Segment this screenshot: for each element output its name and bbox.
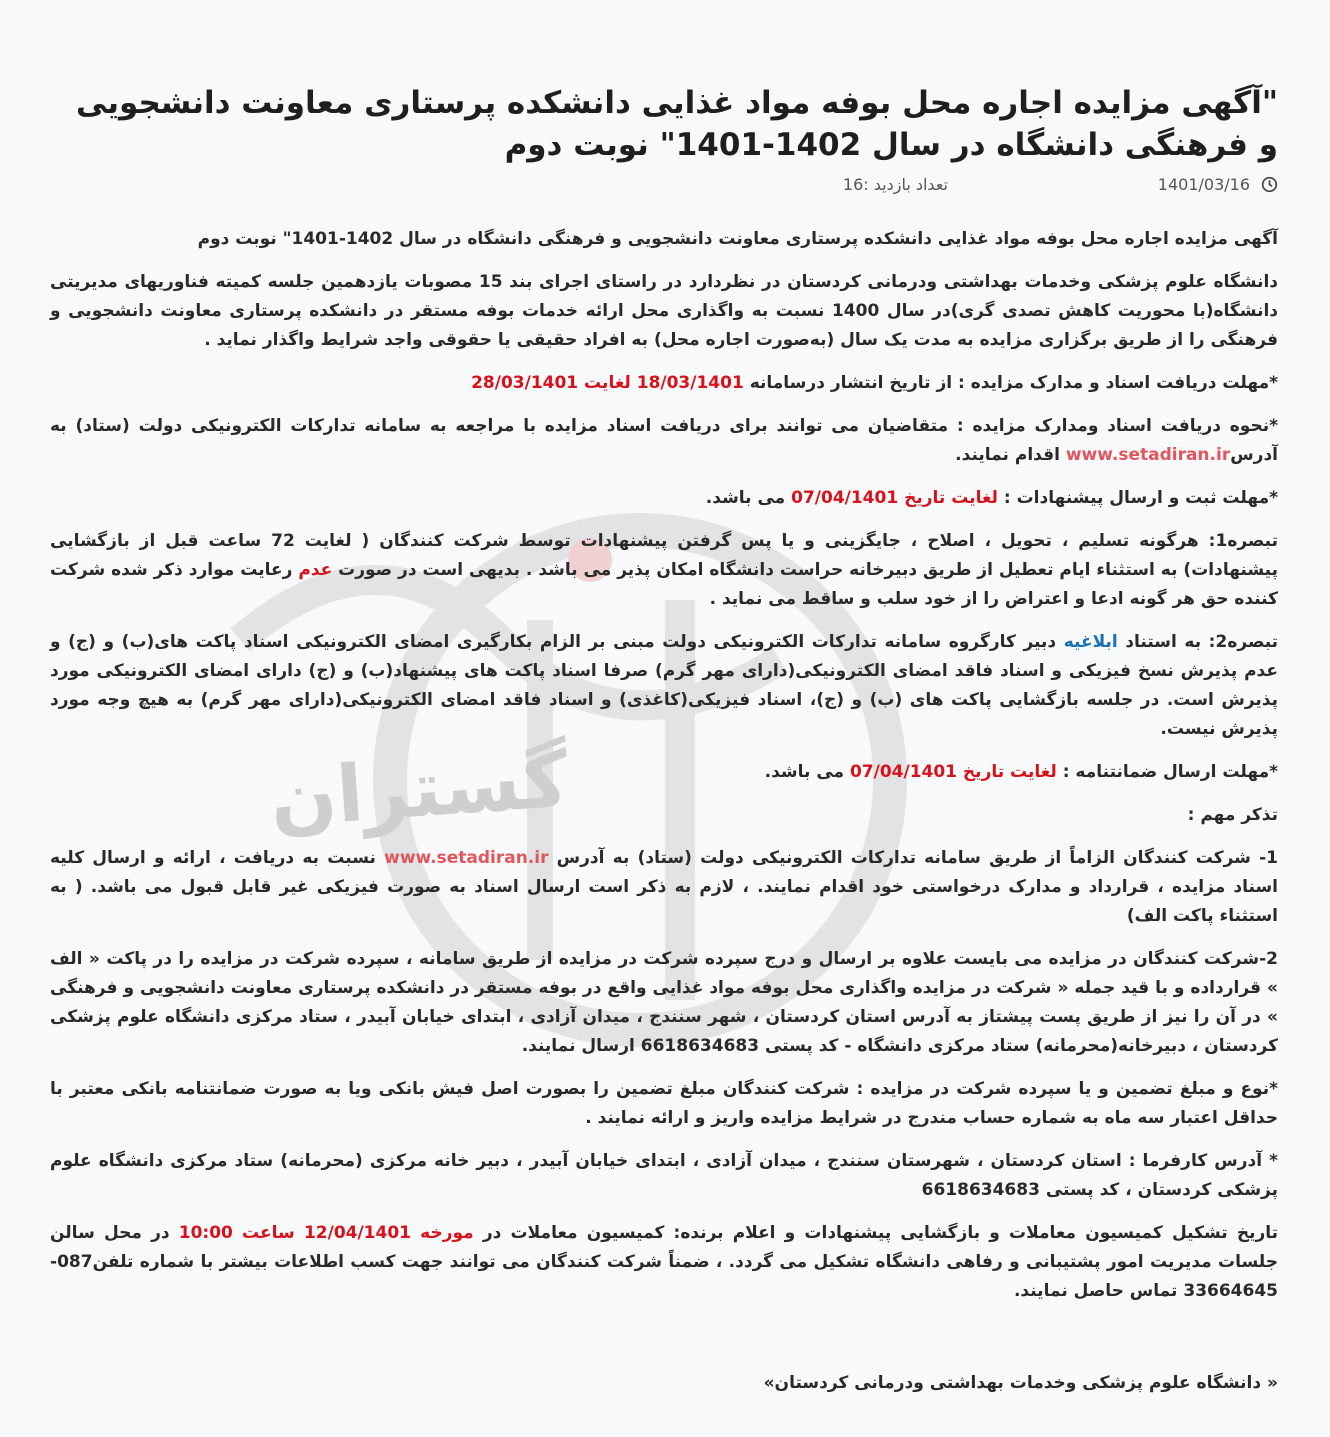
guarantee-type: *نوع و مبلغ تضمین و یا سپرده شرکت در مزایده : شرکت کنندگان مبلغ تضمین را بصورت اصل فیش بانکی ویا به صورت ضمانتنامه بانکی معتبر با حداقل اعتبار سه ماه به شماره حساب مندرج در شرایط مزایده واریز و ارائه نمایند . — [50, 1079, 1278, 1128]
employer-address: * آدرس کارفرما : استان کردستان ، شهرستان سنندج ، میدان آزادی ، ابتدای خیابان آبیدر ، دبیر خانه مرکزی (محرمانه) ستاد مرکزی دانشگاه علوم پزشکی کردستان ، کد پستی 6618634683 — [50, 1151, 1278, 1200]
setadiran-link[interactable]: www.setadiran.ir — [1065, 445, 1231, 465]
document-deadline: *مهلت دریافت اسناد و مدارک مزایده : از تاریخ انتشار درسامانه 18/03/1401 لغایت 28/03/1401 — [471, 373, 1278, 393]
signature-footer: « دانشگاه علوم پزشکی وخدمات بهداشتی ودرمانی کردستان» — [763, 1373, 1278, 1393]
watermark-text: گستران — [267, 734, 572, 846]
document-deadline-dates: 18/03/1401 لغایت 28/03/1401 — [471, 373, 744, 393]
proposal-deadline-date: لغایت تاریخ 07/04/1401 — [785, 488, 998, 508]
important-note-1: 1- شرکت کنندگان الزاماً از طریق سامانه تدارکات الکترونیکی دولت (ستاد) به آدرس www.setadiran.ir نسبت به دریافت ، ارائه و ارسال کلیه اسناد مزایده ، قرارداد و مدارک درخواستی خود اقدام نمایند. ، لازم به ذکر است ارسال اسناد به صورت فیزیکی غیر قابل قبول می باشد. ( به استثناء پاکت الف) — [50, 848, 1278, 926]
note-1: تبصره1: هرگونه تسلیم ، تحویل ، اصلاح ، جایگزینی و یا پس گرفتن پیشنهادات توسط شرکت کنندگان ( لغایت 72 ساعت قبل از بازگشایی پیشنهادات) به استثناء ایام تعطیل از طریق دبیرخانه حراست دانشگاه امکان پذیر می باشد . بدیهی است در صورت عدم رعایت موارد ذکر شده شرکت کننده حق هر گونه ادعا و اعتراض را از خود سلب و ساقط می نماید . — [50, 531, 1278, 609]
article-body — [50, 225, 1278, 1320]
post-meta — [48, 175, 1278, 199]
guarantee-deadline: *مهلت ارسال ضمانتنامه : لغایت تاریخ 07/04/1401 می باشد. — [764, 762, 1278, 782]
directive-link[interactable]: ابلاغیه — [1063, 632, 1118, 652]
intro-heading: آگهی مزایده اجاره محل بوفه مواد غذایی دانشکده پرستاری معاونت دانشجویی و فرهنگی دانشگاه در سال 1402-1401" نوبت دوم — [197, 229, 1278, 249]
important-note-2: 2-شرکت کنندگان در مزایده می بایست علاوه بر ارسال و درج سپرده شرکت در مزایده از طریق سامانه ، سپرده شرکت در مزایده را در پاکت « الف » قرارداده و با قید جمله « شرکت در مزایده واگذاری محل بوفه مواد غذایی واقع در بوفه مستقر در دانشکده پرستاری معاونت دانشجویی و فرهنگی » در آن را نیز از طریق پست پیشتاز به آدرس استان کردستان ، شهر سنندج ، میدان آزادی ، ابتدای خیابان آبیدر ، ستاد مرکزی دانشگاه علوم پزشکی کردستان ، دبیرخانه(محرمانه) ستاد مرکزی دانشگاه - کد پستی 6618634683 ارسال نمایند. — [50, 949, 1278, 1056]
commission-info: تاریخ تشکیل کمیسیون معاملات و بازگشایی پیشنهادات و اعلام برنده: کمیسیون معاملات در مورخه 12/04/1401 ساعت 10:00 در محل سالن جلسات مدیریت امور پشتیبانی و رفاهی دانشگاه تشکیل می گردد. ، ضمناً شرکت کنندگان می توانند جهت کسب اطلاعات بیشتر با شماره تلفن087-33664645 تماس حاصل نمایند. — [50, 1223, 1279, 1301]
setadiran-link-2[interactable]: www.setadiran.ir — [384, 848, 549, 868]
intro-paragraph: دانشگاه علوم پزشکی وخدمات بهداشتی ودرمانی کردستان در نظردارد در راستای اجرای بند 15 مصوبات یازدهمین جلسه کمیته فناوریهای مدیریتی دانشگاه(با محوریت کاهش تصدی گری)در سال 1400 نسبت به واگذاری محل ارائه خدمات بوفه مستقر در دانشکده پرستاری معاونت دانشجویی و فرهنگی را از طریق برگزاری مزایده به مدت یک سال (به‌صورت اجاره محل) به افراد حقیقی یا حقوقی واجد شرایط واگذار نماید . — [50, 272, 1279, 350]
note-2: تبصره2: به استناد ابلاغیه دبیر کارگروه سامانه تدارکات الکترونیکی دولت مبنی بر الزام بکارگیری امضای الکترونیکی اسناد پاکت های(ب) و (ج) و عدم پذیرش نسخ فیزیکی و اسناد فاقد امضای الکترونیکی(دارای مهر گرم) صرفا اسناد پاکت های پیشنهاد(ب) و (ج) دارای امضای الکترونیکی مورد پذیرش است. در جلسه بازگشایی پاکت های (ب) و (ج)، اسناد فیزیکی(کاغذی) و اسناد فاقد امضای الکترونیکی(دارای مهر گرم) به هیچ وجه مورد پذیرش نیست. — [50, 632, 1279, 739]
page-title: "آگهی مزایده اجاره محل بوفه مواد غذایی دانشکده پرستاری معاونت دانشجویی و فرهنگی دانشگاه در سال 1402-1401" نوبت دوم — [76, 85, 1278, 163]
proposal-deadline: *مهلت ثبت و ارسال پیشنهادات : لغایت تاریخ 07/04/1401 می باشد. — [705, 488, 1278, 508]
clock-icon — [1261, 176, 1278, 193]
guarantee-deadline-date: لغایت تاریخ 07/04/1401 — [844, 762, 1057, 782]
important-note-heading: تذکر مهم : — [1187, 805, 1278, 825]
commission-date-time: مورخه 12/04/1401 ساعت 10:00 — [178, 1223, 474, 1243]
view-count: تعداد بازدید :16 — [842, 175, 948, 194]
document-method: *نحوه دریافت اسناد ومدارک مزایده : متقاضیان می توانند برای دریافت اسناد مزایده با مراجعه به سامانه تدارکات الکترونیکی دولت (ستاد) به آدرسwww.setadiran.ir اقدام نمایند. — [50, 416, 1278, 465]
publish-date: 1401/03/16 — [1157, 175, 1250, 194]
